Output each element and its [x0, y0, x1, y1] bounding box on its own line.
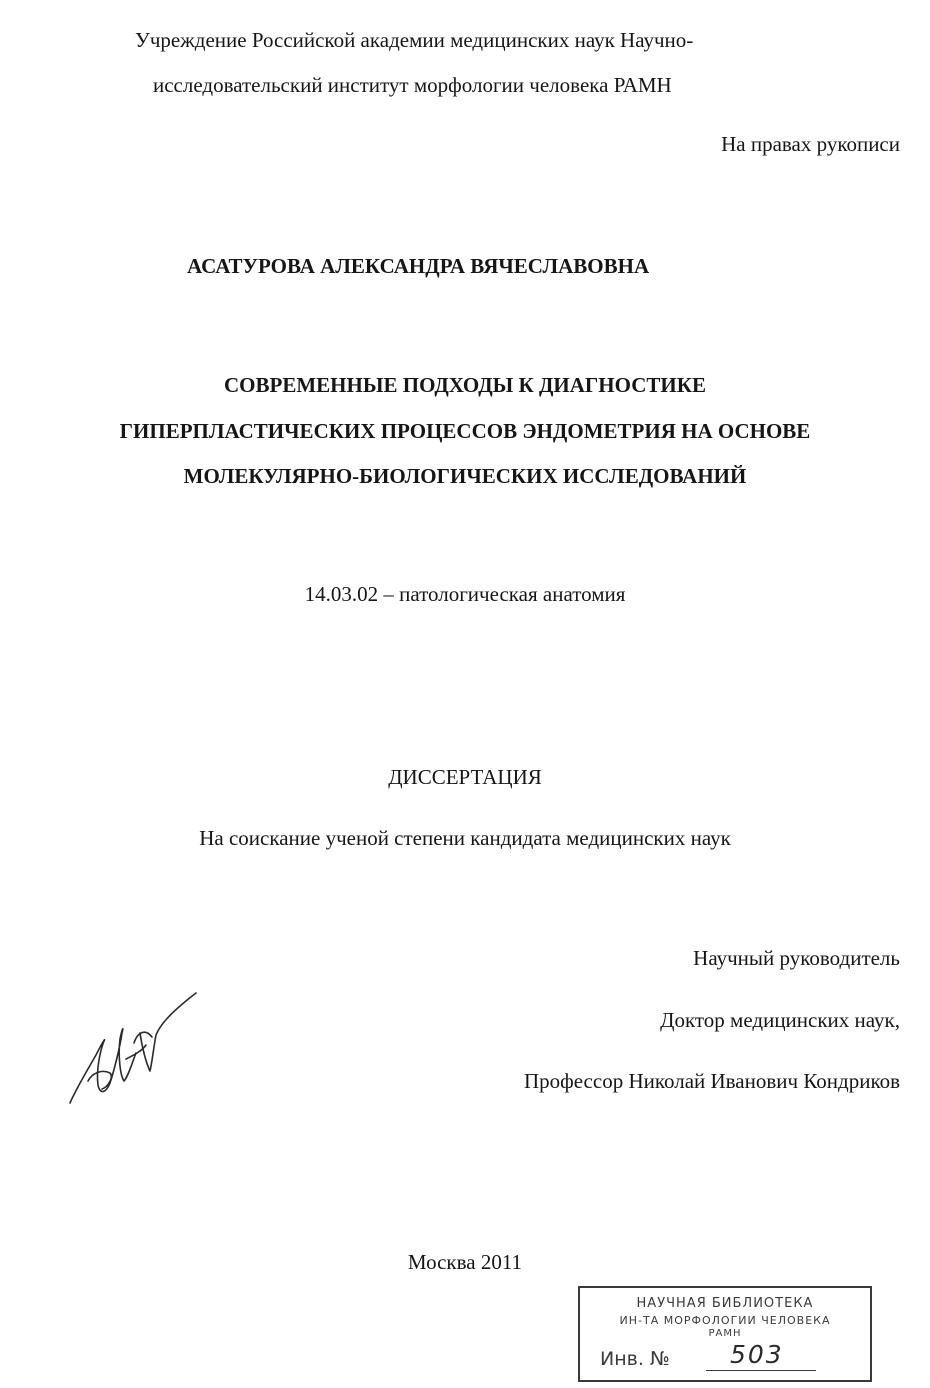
document-type: ДИССЕРТАЦИЯ: [388, 765, 542, 789]
supervisor-degree: Доктор медицинских наук,: [660, 1008, 900, 1032]
author-name: АСАТУРОВА АЛЕКСАНДРА ВЯЧЕСЛАВОВНА: [187, 254, 650, 278]
degree-statement: На соискание ученой степени кандидата медицинских наук: [199, 826, 731, 850]
stamp-institute-name: ИН-ТА МОРФОЛОГИИ ЧЕЛОВЕКА: [619, 1314, 831, 1327]
stamp-inventory-underline: [706, 1370, 816, 1371]
stamp-inventory-label: Инв. №: [600, 1348, 670, 1370]
handwritten-signature-icon: [62, 985, 202, 1110]
institution-line-2: исследовательский институт морфологии человека РАМН: [153, 73, 672, 97]
stamp-inventory-number: 503: [730, 1340, 784, 1369]
stamp-library-name: НАУЧНАЯ БИБЛИОТЕКА: [636, 1296, 814, 1311]
city-year: Москва 2011: [407, 1250, 523, 1274]
manuscript-note: На правах рукописи: [721, 132, 900, 156]
dissertation-title-line-1: СОВРЕМЕННЫЕ ПОДХОДЫ К ДИАГНОСТИКЕ: [224, 373, 706, 397]
dissertation-title-line-2: ГИПЕРПЛАСТИЧЕСКИХ ПРОЦЕССОВ ЭНДОМЕТРИЯ НА ОСНОВЕ: [119, 419, 811, 443]
stamp-academy-name: РАМН: [708, 1328, 742, 1339]
supervisor-name: Профессор Николай Иванович Кондриков: [523, 1069, 900, 1093]
institution-line-1: Учреждение Российской академии медицинских наук Научно-: [135, 28, 694, 52]
specialty-code: 14.03.02 – патологическая анатомия: [304, 582, 626, 606]
supervisor-role: Научный руководитель: [693, 946, 900, 970]
library-stamp: [578, 1286, 872, 1382]
dissertation-title-line-3: МОЛЕКУЛЯРНО-БИОЛОГИЧЕСКИХ ИССЛЕДОВАНИЙ: [183, 464, 747, 488]
